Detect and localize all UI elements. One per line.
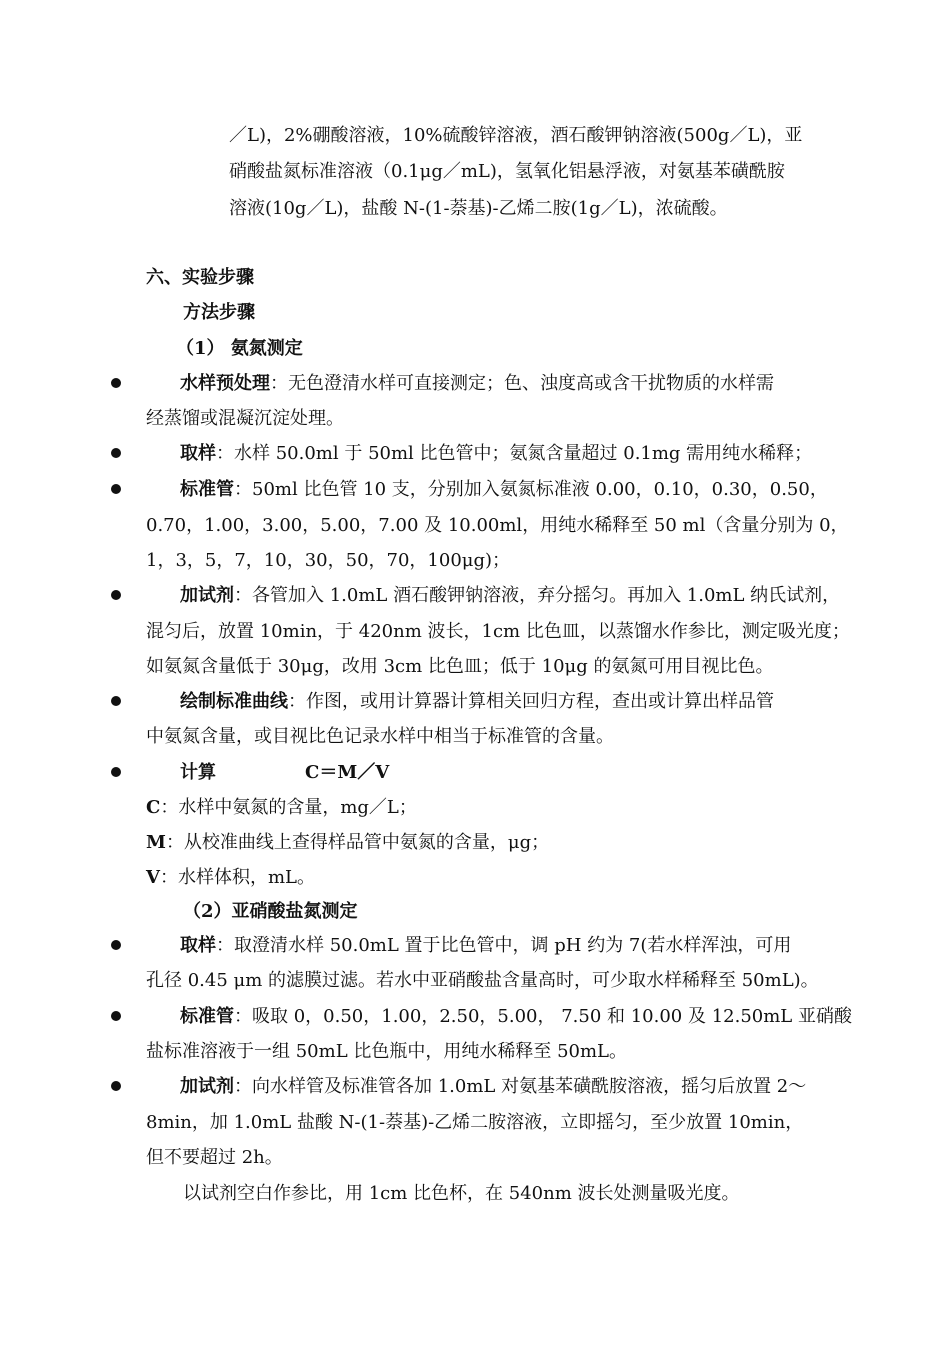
n-reagent-line-3: 但不要超过 2h。 <box>146 1147 283 1168</box>
calc-c-line <box>146 796 417 820</box>
standard-line-3: 1，3，5，7，10，30，50，70，100μg)； <box>146 550 511 571</box>
part1-title: （1） 氨氮测定 <box>176 338 303 359</box>
calc-formula: C＝M／V <box>305 762 390 783</box>
calc-c-text: ：水样中氨氮的含量，mg／L； <box>160 797 417 818</box>
standard-text-1: ：50ml 比色管 10 支，分别加入氨氮标准液 0.00，0.10，0.30，0.50， <box>234 479 828 500</box>
n-reagent-label: 加试剂 <box>180 1076 234 1097</box>
n-reagent-line-2: 8min，加 1.0mL 盐酸 N-(1-萘基)-乙烯二胺溶液，立即摇匀，至少放置 10min， <box>146 1112 804 1133</box>
n-standard-label: 标准管 <box>180 1006 234 1027</box>
reagents-line-1: ／L)，2%硼酸溶液，10%硫酸锌溶液，酒石酸钾钠溶液(500g／L)，亚 <box>229 125 803 146</box>
reagent-add-label: 加试剂 <box>180 585 234 606</box>
sampling-text-1: ：水样 50.0ml 于 50ml 比色管中；氨氮含量超过 0.1mg 需用纯水稀释； <box>216 443 813 464</box>
calc-m-line <box>146 831 549 855</box>
standard-label: 标准管 <box>180 479 234 500</box>
sampling-label: 取样 <box>180 443 216 464</box>
calc-m-key: M <box>146 832 166 853</box>
pretreat-text-1: ：无色澄清水样可直接测定；色、浊度高或含干扰物质的水样需 <box>270 373 774 394</box>
n-sampling-text-1: ：取澄清水样 50.0mL 置于比色管中，调 pH 约为 7(若水样浑浊，可用 <box>216 935 792 956</box>
n-reagent-text-1: ：向水样管及标准管各加 1.0mL 对氨基苯磺酰胺溶液，摇匀后放置 2～ <box>234 1076 807 1097</box>
calc-v-line <box>146 866 315 890</box>
bullet-icon <box>111 767 121 777</box>
curve-line-1 <box>180 690 774 714</box>
calc-v-text: ：水样体积，mL。 <box>159 867 315 888</box>
pretreat-label: 水样预处理 <box>180 373 270 394</box>
bullet-icon <box>111 378 121 388</box>
n-standard-line-2: 盐标准溶液于一组 50mL 比色瓶中，用纯水稀释至 50mL。 <box>146 1041 628 1062</box>
reagents-line-2: 硝酸盐氮标准溶液（0.1μg／mL)，氢氧化铝悬浮液，对氨基苯磺酰胺 <box>229 161 785 182</box>
calc-c-key: C <box>146 797 161 818</box>
curve-label: 绘制标准曲线 <box>180 691 288 712</box>
bullet-icon <box>111 448 121 458</box>
part2-title: （2）亚硝酸盐氮测定 <box>183 901 358 922</box>
bullet-icon <box>111 484 121 494</box>
n-standard-text-1: ：吸取 0，0.50，1.00，2.50，5.00， 7.50 和 10.00 及 12.50mL 亚硝酸 <box>234 1006 852 1027</box>
reagent-add-line-2: 混匀后，放置 10min，于 420nm 波长，1cm 比色皿，以蒸馏水作参比，测定吸光度； <box>146 621 850 642</box>
bullet-icon <box>111 1081 121 1091</box>
reagent-add-line-1 <box>180 584 840 608</box>
bullet-icon <box>111 590 121 600</box>
n-sampling-label: 取样 <box>180 935 216 956</box>
section-heading: 六、实验步骤 <box>146 267 254 288</box>
bullet-icon <box>111 1011 121 1021</box>
reagent-add-line-3: 如氨氮含量低于 30μg，改用 3cm 比色皿；低于 10μg 的氨氮可用目视比色。 <box>146 656 774 677</box>
pretreat-line-2: 经蒸馏或混凝沉淀处理。 <box>146 408 344 429</box>
curve-line-2: 中氨氮含量，或目视比色记录水样中相当于标准管的含量。 <box>146 726 614 747</box>
n-reagent-line-1 <box>180 1075 806 1099</box>
pretreat-line-1 <box>180 372 774 396</box>
n-sampling-line-1 <box>180 934 791 958</box>
final-measure-line: 以试剂空白作参比，用 1cm 比色杯，在 540nm 波长处测量吸光度。 <box>183 1183 740 1204</box>
n-standard-line-1 <box>180 1005 852 1029</box>
reagents-line-3: 溶液(10g／L)，盐酸 N-(1-萘基)-乙烯二胺(1g／L)，浓硫酸。 <box>229 198 728 219</box>
calc-label: 计算 <box>180 762 216 783</box>
section-subheading: 方法步骤 <box>183 302 255 323</box>
reagent-add-text-1: ：各管加入 1.0mL 酒石酸钾钠溶液，弃分摇匀。再加入 1.0mL 纳氏试剂， <box>234 585 841 606</box>
bullet-icon <box>111 696 121 706</box>
standard-line-2: 0.70，1.00，3.00，5.00，7.00 及 10.00ml，用纯水稀释至 50 ml（含量分别为 0， <box>146 515 849 536</box>
bullet-icon <box>111 940 121 950</box>
sampling-line-1 <box>180 442 812 466</box>
standard-line-1 <box>180 478 828 502</box>
curve-text-1: ：作图，或用计算器计算相关回归方程，查出或计算出样品管 <box>288 691 774 712</box>
n-sampling-line-2: 孔径 0.45 μm 的滤膜过滤。若水中亚硝酸盐含量高时，可少取水样稀释至 50mL)。 <box>146 970 819 991</box>
calc-m-text: ：从校准曲线上查得样品管中氨氮的含量，μg； <box>165 832 550 853</box>
calc-v-key: V <box>146 867 160 888</box>
